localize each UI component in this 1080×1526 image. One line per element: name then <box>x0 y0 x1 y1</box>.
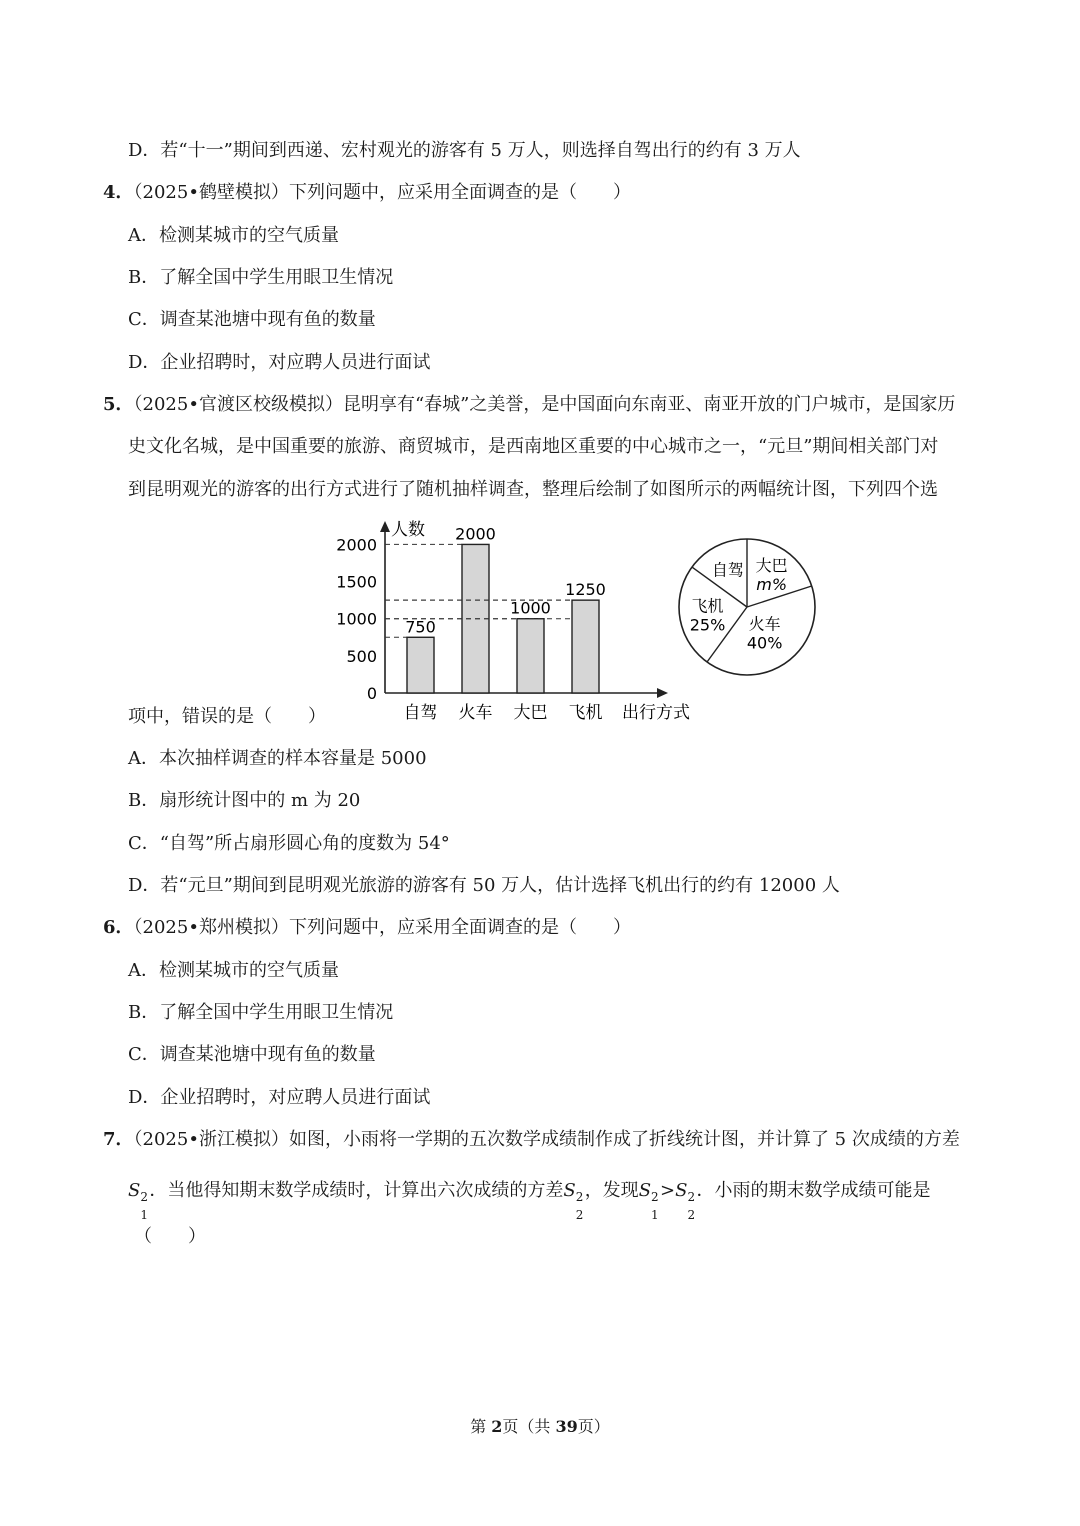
y-tick-label: 1000 <box>336 609 377 629</box>
x-axis-label: 出行方式 <box>622 703 690 723</box>
q7-text-1: （2025•浙江模拟）如图，小雨将一学期的五次数学成绩制作成了折线统计图，并计算了 5 次成绩的方差 <box>133 1129 960 1150</box>
x-tick-label: 大巴 <box>513 703 548 723</box>
page-footer: 第 2页（共 39页） <box>470 1417 610 1436</box>
page-total: 39 <box>555 1417 578 1436</box>
q6-stem <box>103 915 631 941</box>
math-s2-squared-b: S 2 2 <box>675 1180 696 1222</box>
pie-slice-label: 大巴 <box>755 556 788 576</box>
pie-chart-marks <box>679 539 815 675</box>
pie-slice-label: 飞机 <box>691 596 724 616</box>
q6-text: （2025•郑州模拟）下列问题中，应采用全面调查的是（ ） <box>133 917 631 938</box>
y-tick-label: 2000 <box>336 535 377 555</box>
bar-data-label: 1000 <box>510 598 551 618</box>
y-tick-label: 1500 <box>336 572 377 592</box>
x-tick-label: 火车 <box>458 703 493 723</box>
q4-number: 4． <box>103 182 134 203</box>
q4-option-b: B．了解全国中学生用眼卫生情况 <box>128 267 394 288</box>
q5-option-a: A．本次抽样调查的样本容量是 5000 <box>128 748 427 769</box>
q6-option-a: A．检测某城市的空气质量 <box>128 960 339 981</box>
bar-data-label: 1250 <box>565 580 606 600</box>
y-tick-label: 0 <box>366 684 377 703</box>
bar-大巴 <box>517 619 544 693</box>
x-tick-label: 自驾 <box>403 703 438 723</box>
pie-slice-label: 自驾 <box>711 560 744 580</box>
q5-number: 5． <box>103 394 134 415</box>
q6-number: 6． <box>103 917 134 938</box>
y-axis-label: 人数 <box>391 520 425 540</box>
y-axis-arrow <box>380 521 390 532</box>
q7-stem-line-2 <box>128 1178 931 1222</box>
q5-stem-line-3: 到昆明观光的游客的出行方式进行了随机抽样调查，整理后绘制了如图所示的两幅统计图，下列四个选 <box>128 479 938 500</box>
q7-text-2: ．当他得知期末数学成绩时，计算出六次成绩的方差 <box>149 1180 564 1201</box>
q7-stem-line-1 <box>103 1127 960 1153</box>
x-tick-label: 飞机 <box>568 703 603 723</box>
q5-option-c: C．“自驾”所占扇形圆心角的度数为 54° <box>128 833 450 854</box>
pie-slice-value: m% <box>756 575 788 595</box>
pie-slice-value: 25% <box>689 615 726 635</box>
x-axis-arrow <box>657 688 668 698</box>
q7-number: 7． <box>103 1129 134 1150</box>
q6-option-c: C．调查某池塘中现有鱼的数量 <box>128 1044 376 1065</box>
q7-text-3: ，发现 <box>584 1180 639 1201</box>
q7-text-4: ．小雨的期末数学成绩可能是 <box>696 1180 931 1201</box>
q5-stem-line-1 <box>103 392 955 418</box>
bar-自驾 <box>407 637 434 693</box>
bar-data-label: 2000 <box>455 524 496 544</box>
q6-option-d: D．企业招聘时，对应聘人员进行面试 <box>128 1087 431 1108</box>
q3-option-d: D．若“十一”期间到西递、宏村观光的游客有 5 万人，则选择自驾出行的约有 3 万人 <box>128 140 801 161</box>
y-tick-label: 500 <box>346 646 377 666</box>
q4-text: （2025•鹤壁模拟）下列问题中，应采用全面调查的是（ ） <box>133 182 631 203</box>
q4-stem <box>103 180 631 206</box>
q4-option-a: A．检测某城市的空气质量 <box>128 225 339 246</box>
pie-slice-value: 40% <box>746 633 783 653</box>
q7-stem-line-3: （ ） <box>134 1226 206 1247</box>
q5-stem-line-4: 项中，错误的是（ ） <box>128 706 326 727</box>
pie-chart <box>675 535 820 680</box>
q6-option-b: B．了解全国中学生用眼卫生情况 <box>128 1002 394 1023</box>
q5-option-b: B．扇形统计图中的 m 为 20 <box>128 790 361 811</box>
bar-chart-marks <box>336 520 690 723</box>
q5-option-d: D．若“元旦”期间到昆明观光旅游的游客有 50 万人，估计选择飞机出行的约有 12000 人 <box>128 875 840 896</box>
math-greater-than: > <box>660 1180 676 1201</box>
q4-option-d: D．企业招聘时，对应聘人员进行面试 <box>128 352 431 373</box>
pie-slice-label: 火车 <box>748 614 781 634</box>
page-number: 2 <box>491 1417 503 1436</box>
q5-stem-line-2: 史文化名城，是中国重要的旅游、商贸城市，是西南地区重要的中心城市之一，“元旦”期间相关部门对 <box>128 436 939 457</box>
q4-option-c: C．调查某池塘中现有鱼的数量 <box>128 309 376 330</box>
math-s1-squared: S 2 1 <box>128 1180 148 1222</box>
q5-text-1: （2025•官渡区校级模拟）昆明享有“春城”之美誉，是中国面向东南亚、南亚开放的门户城市，是国家历 <box>133 394 956 415</box>
bar-chart <box>335 515 705 730</box>
bar-data-label: 750 <box>405 617 436 637</box>
math-s1-squared-b: S 2 1 <box>638 1180 659 1222</box>
math-s2-squared: S 2 2 <box>563 1180 584 1222</box>
bar-飞机 <box>572 600 599 693</box>
